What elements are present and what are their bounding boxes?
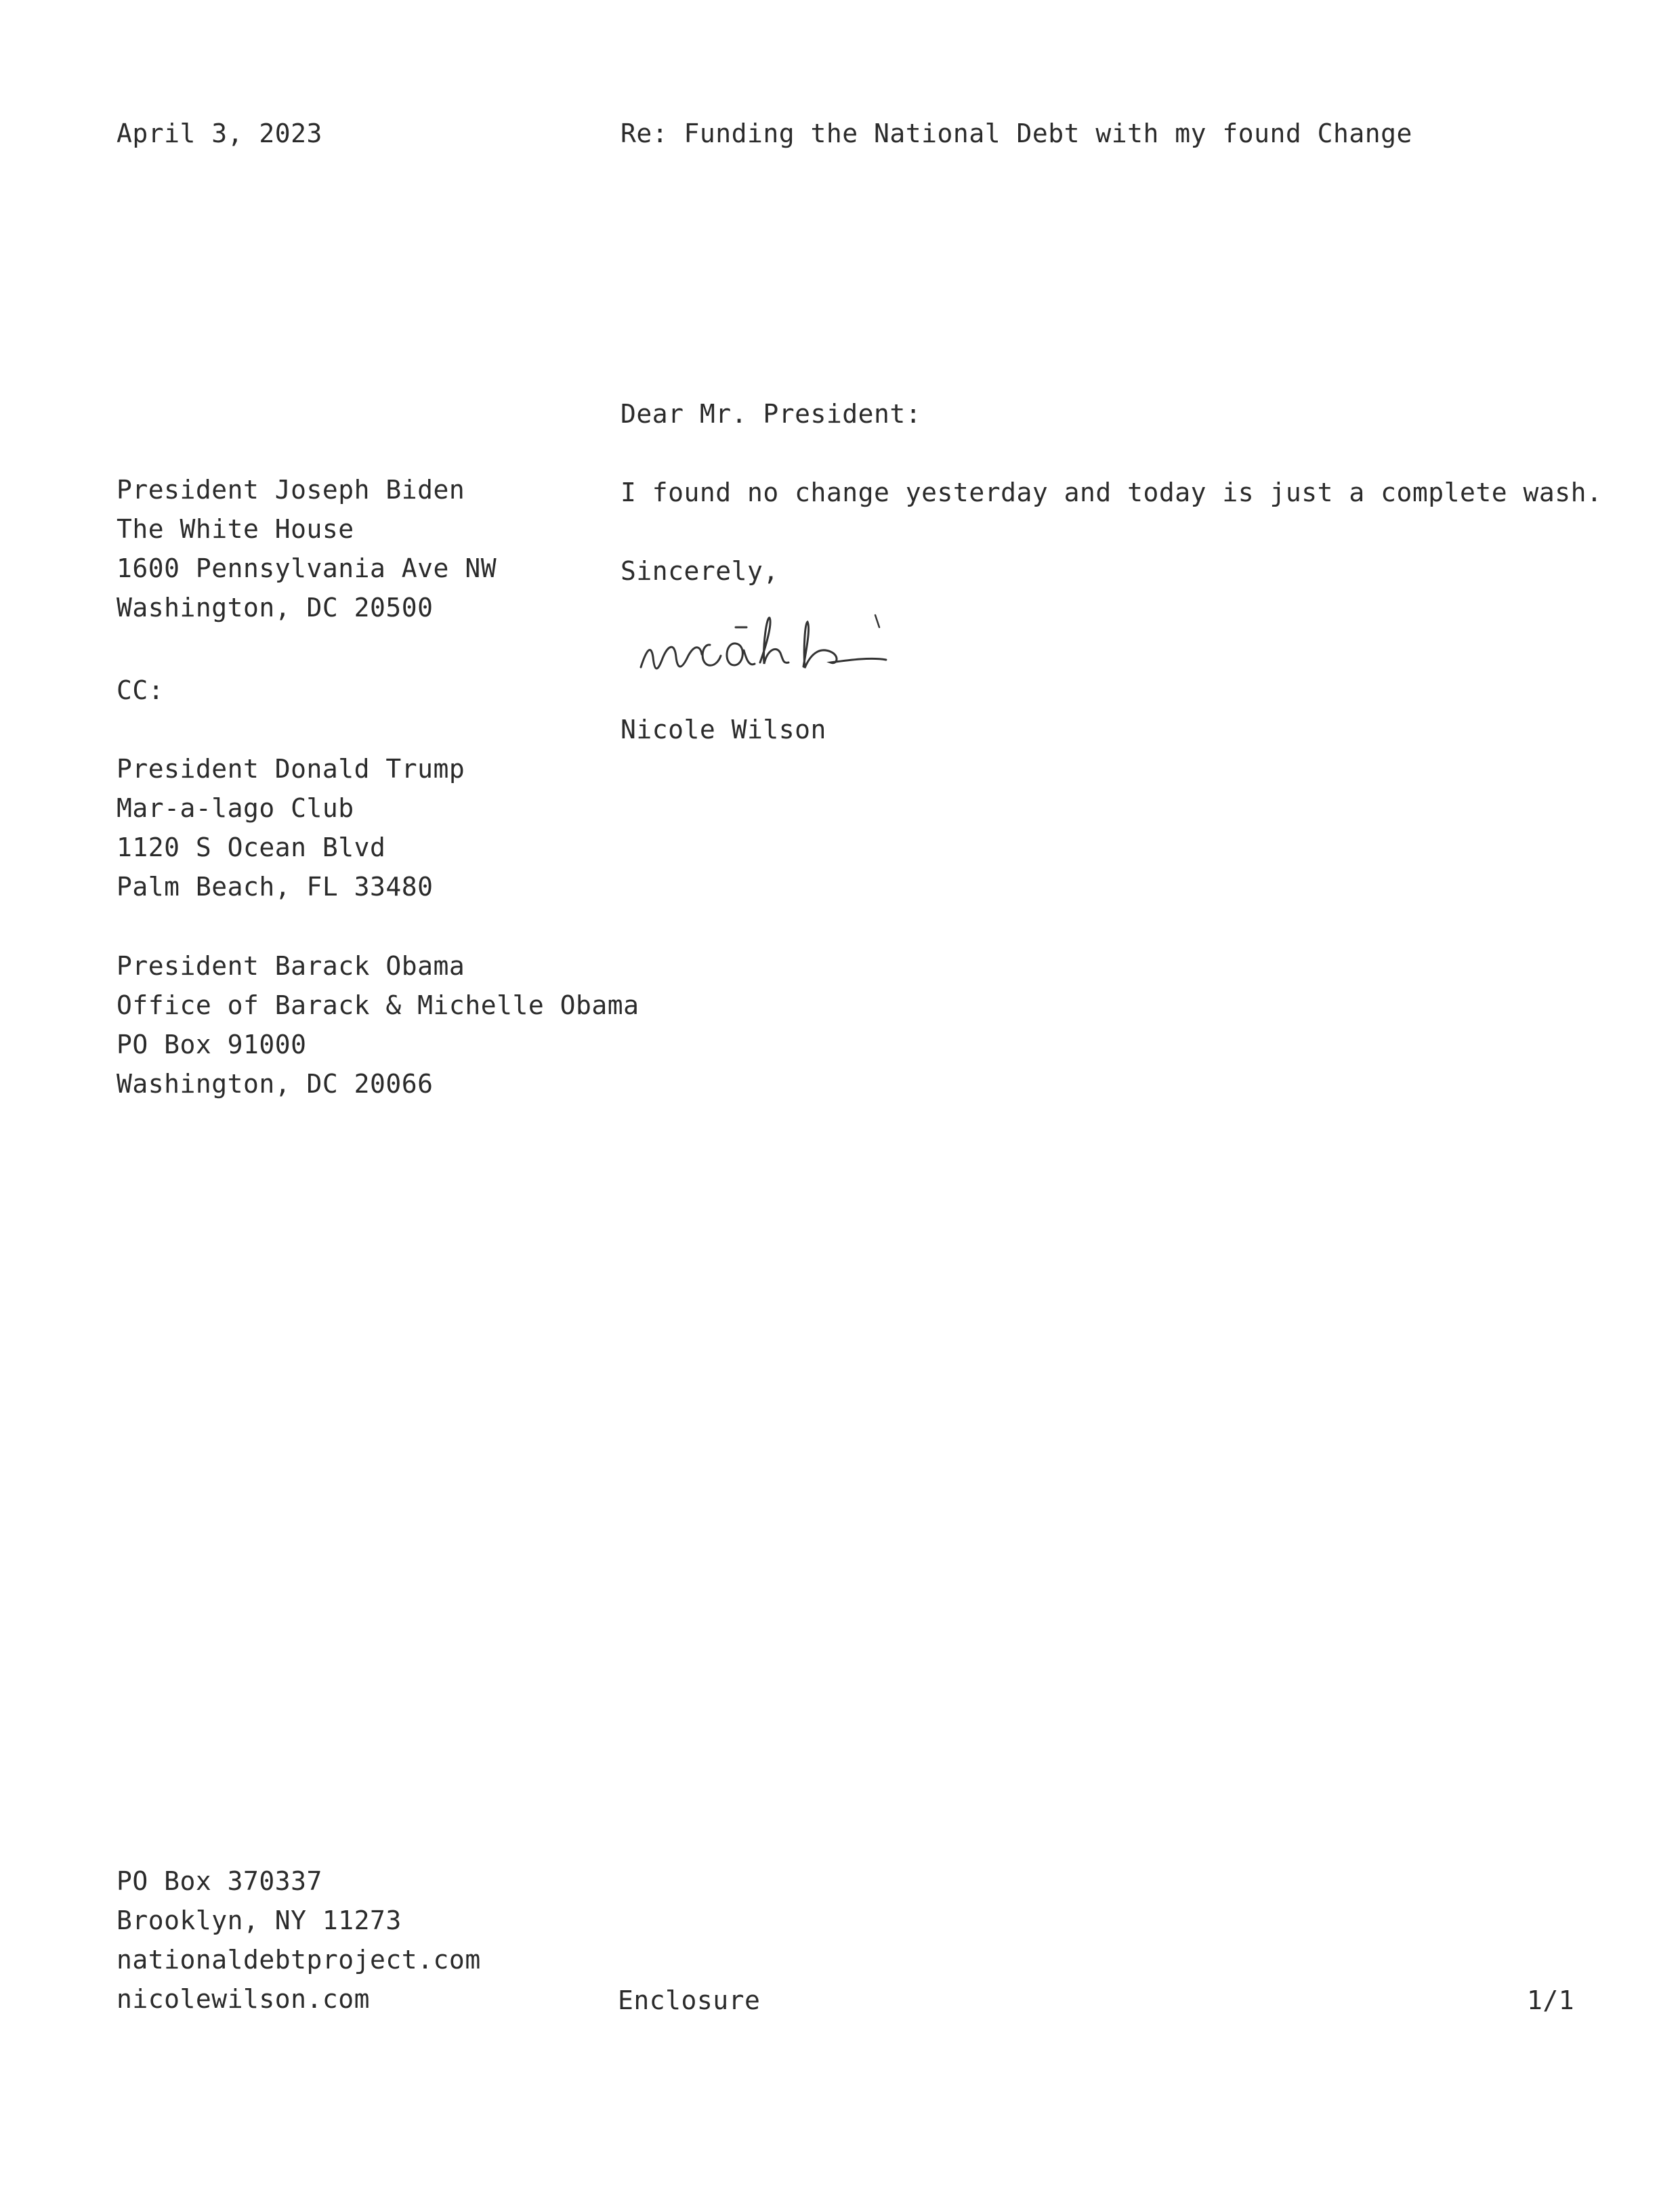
closing: Sincerely, — [621, 556, 779, 586]
address-line: PO Box 91000 — [117, 1030, 307, 1059]
footer-line: PO Box 370337 — [117, 1866, 322, 1896]
footer-website: nationaldebtproject.com — [117, 1945, 481, 1975]
letter-body: I found no change yesterday and today is just a complete wash. — [621, 478, 1603, 507]
cc-recipient-address — [117, 749, 465, 906]
sender-name: Nicole Wilson — [621, 715, 826, 744]
address-line: The White House — [117, 514, 354, 544]
address-line: Palm Beach, FL 33480 — [117, 872, 434, 902]
footer-line: Brooklyn, NY 11273 — [117, 1906, 402, 1935]
letter-date: April 3, 2023 — [117, 119, 322, 148]
letter-subject: Re: Funding the National Debt with my found Change — [621, 119, 1412, 148]
address-line: 1120 S Ocean Blvd — [117, 833, 386, 862]
address-line: President Joseph Biden — [117, 475, 465, 505]
enclosure-note: Enclosure — [618, 1985, 761, 2015]
footer-website: nicolewilson.com — [117, 1984, 371, 2014]
address-line: President Barack Obama — [117, 951, 465, 981]
address-line: Washington, DC 20500 — [117, 593, 434, 623]
footer-address — [117, 1861, 481, 2019]
page-number: 1/1 — [1527, 1985, 1575, 2015]
cc-recipient-address — [117, 946, 639, 1103]
cc-label: CC: — [117, 675, 165, 705]
address-line: President Donald Trump — [117, 754, 465, 784]
salutation: Dear Mr. President: — [621, 399, 922, 429]
address-line: Mar-a-lago Club — [117, 793, 354, 823]
recipient-address — [117, 470, 497, 627]
signature-drawing — [634, 603, 986, 691]
address-line: Washington, DC 20066 — [117, 1069, 434, 1099]
handwritten-signature — [634, 603, 986, 691]
address-line: 1600 Pennsylvania Ave NW — [117, 553, 497, 583]
address-line: Office of Barack & Michelle Obama — [117, 990, 639, 1020]
